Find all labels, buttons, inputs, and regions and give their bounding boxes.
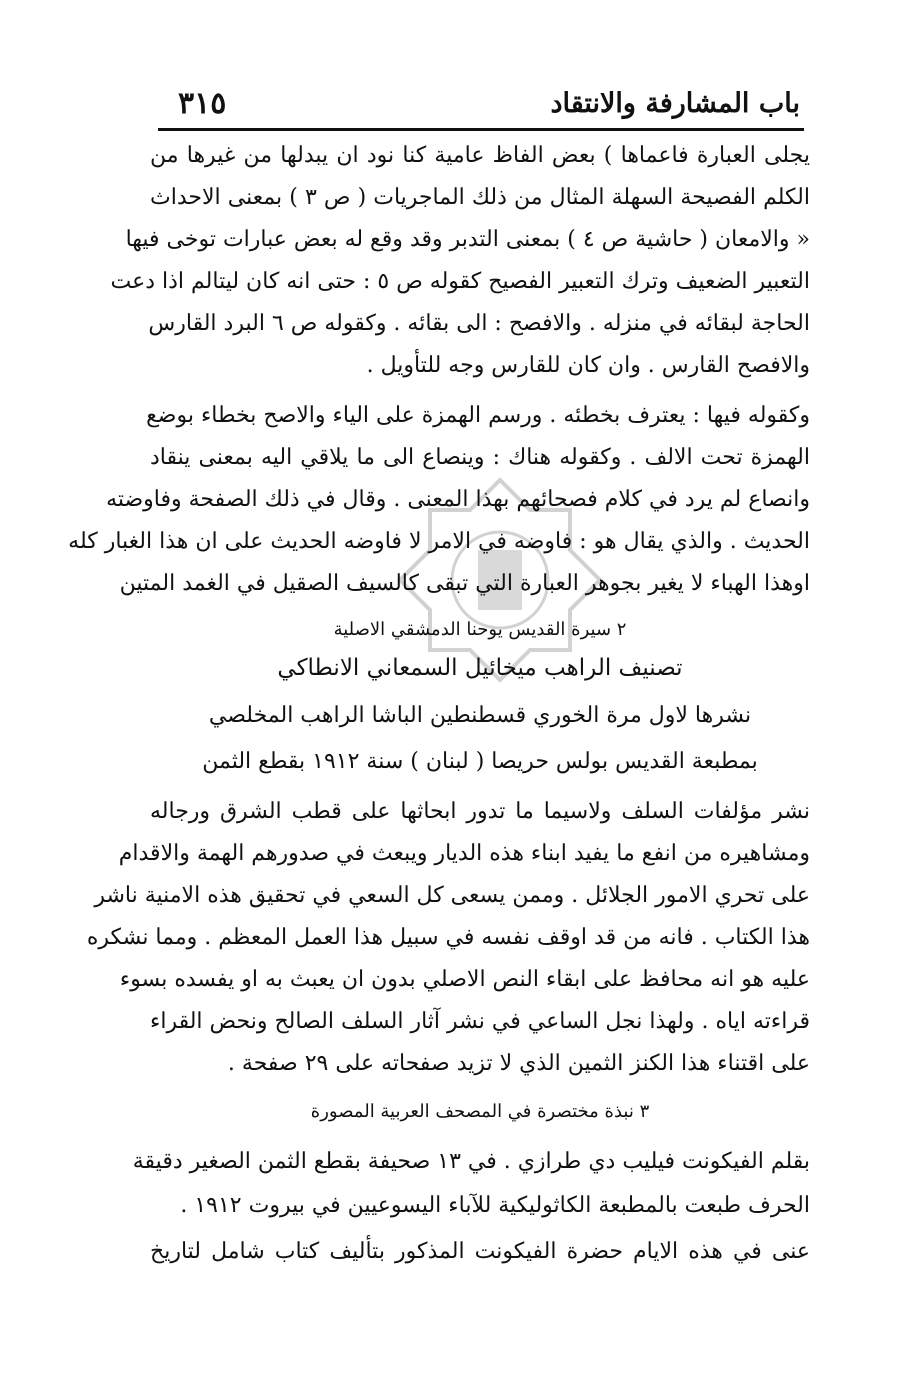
header-rule (158, 128, 804, 131)
section-2-line-3: على تحري الامور الجلائل . وممن يسعى كل السعي في تحقيق هذه الامنية ناشر (94, 883, 810, 908)
section-3-heading: ٣ نبذة مختصرة في المصحف العربية المصورة (310, 1101, 650, 1122)
section-2-heading: ٢ سيرة القديس يوحنا الدمشقي الاصلية (333, 619, 627, 640)
section-2-author: تصنيف الراهب ميخائيل السمعاني الانطاكي (277, 655, 683, 681)
section-2-press: بمطبعة القديس بولس حريصا ( لبنان ) سنة ١٩١٢ بقطع الثمن (202, 749, 758, 774)
section-2-line-1: نشر مؤلفات السلف ولاسيما ما تدور ابحاثها على قطب الشرق ورجاله (150, 799, 810, 824)
body-line-9: وانصاع لم يرد في كلام فصحائهم بهذا المعنى . وقال في ذلك الصفحة وفاوضته (106, 487, 810, 512)
body-line-7: وكقوله فيها : يعترف بخطئه . ورسم الهمزة على الياء والاصح بخطاء بوضع (146, 403, 810, 428)
section-3-line-1: بقلم الفيكونت فيليب دي طرازي . في ١٣ صحيفة بقطع الثمن الصغير دقيقة (132, 1149, 810, 1174)
section-3-line-2: الحرف طبعت بالمطبعة الكاثوليكية للآباء اليسوعيين في بيروت ١٩١٢ . (180, 1193, 810, 1218)
page-number: ٣١٥ (178, 86, 227, 121)
body-line-2: الكلم الفصيحة السهلة المثال من ذلك الماجريات ( ص ٣ ) بمعنى الاحداث (150, 185, 811, 210)
running-title: باب المشارفة والانتقاد (550, 88, 800, 119)
section-2-publisher: نشرها لاول مرة الخوري قسطنطين الباشا الراهب المخلصي (208, 703, 752, 728)
section-2-line-7: على اقتناء هذا الكنز الثمين الذي لا تزيد صفحاته على ٢٩ صفحة . (227, 1051, 810, 1076)
body-line-6: والافصح القارس . وان كان للقارس وجه للتأويل . (366, 353, 810, 378)
body-line-5: الحاجة لبقائه في منزله . والافصح : الى بقائه . وكقوله ص ٦ البرد القارس (148, 311, 810, 336)
section-3-line-3: عنى في هذه الايام حضرة الفيكونت المذكور بتأليف كتاب شامل لتاريخ (150, 1239, 810, 1264)
body-line-8: الهمزة تحت الالف . وكقوله هناك : وينصاع الى ما يلاقي اليه بمعنى ينقاد (150, 445, 810, 470)
section-2-line-5: عليه هو انه محافظ على ابقاء النص الاصلي بدون ان يعبث به او يفسده بسوء (119, 967, 810, 992)
section-2-line-6: قراءته اياه . ولهذا نجل الساعي في نشر آثار السلف الصالح ونحض القراء (150, 1009, 810, 1034)
body-line-3: « والامعان ( حاشية ص ٤ ) بمعنى التدبر وقد وقع له بعض عبارات توخى فيها (125, 227, 810, 252)
body-line-11: اوهذا الهباء لا يغير بجوهر العبارة التي تبقى كالسيف الصقيل في الغمد المتين (119, 571, 810, 596)
body-line-1: يجلى العبارة فاعماها ) بعض الفاظ عامية كنا نود ان يبدلها من غيرها من (150, 143, 810, 168)
body-line-4: التعبير الضعيف وترك التعبير الفصيح كقوله ص ٥ : حتى انه كان ليتالم اذا دعت (110, 269, 810, 294)
body-line-10: الحديث . والذي يقال هو : فاوضه في الامر لا فاوضه الحديث على ان هذا الغبار كله (68, 529, 810, 554)
section-2-line-4: هذا الكتاب . فانه من قد اوقف نفسه في سبيل هذا العمل المعظم . ومما نشكره (86, 925, 810, 950)
section-2-line-2: ومشاهيره من انفع ما يفيد ابناء هذه الديار ويبعث في صدورهم الهمة والاقدام (118, 841, 810, 866)
page-header (160, 78, 800, 130)
